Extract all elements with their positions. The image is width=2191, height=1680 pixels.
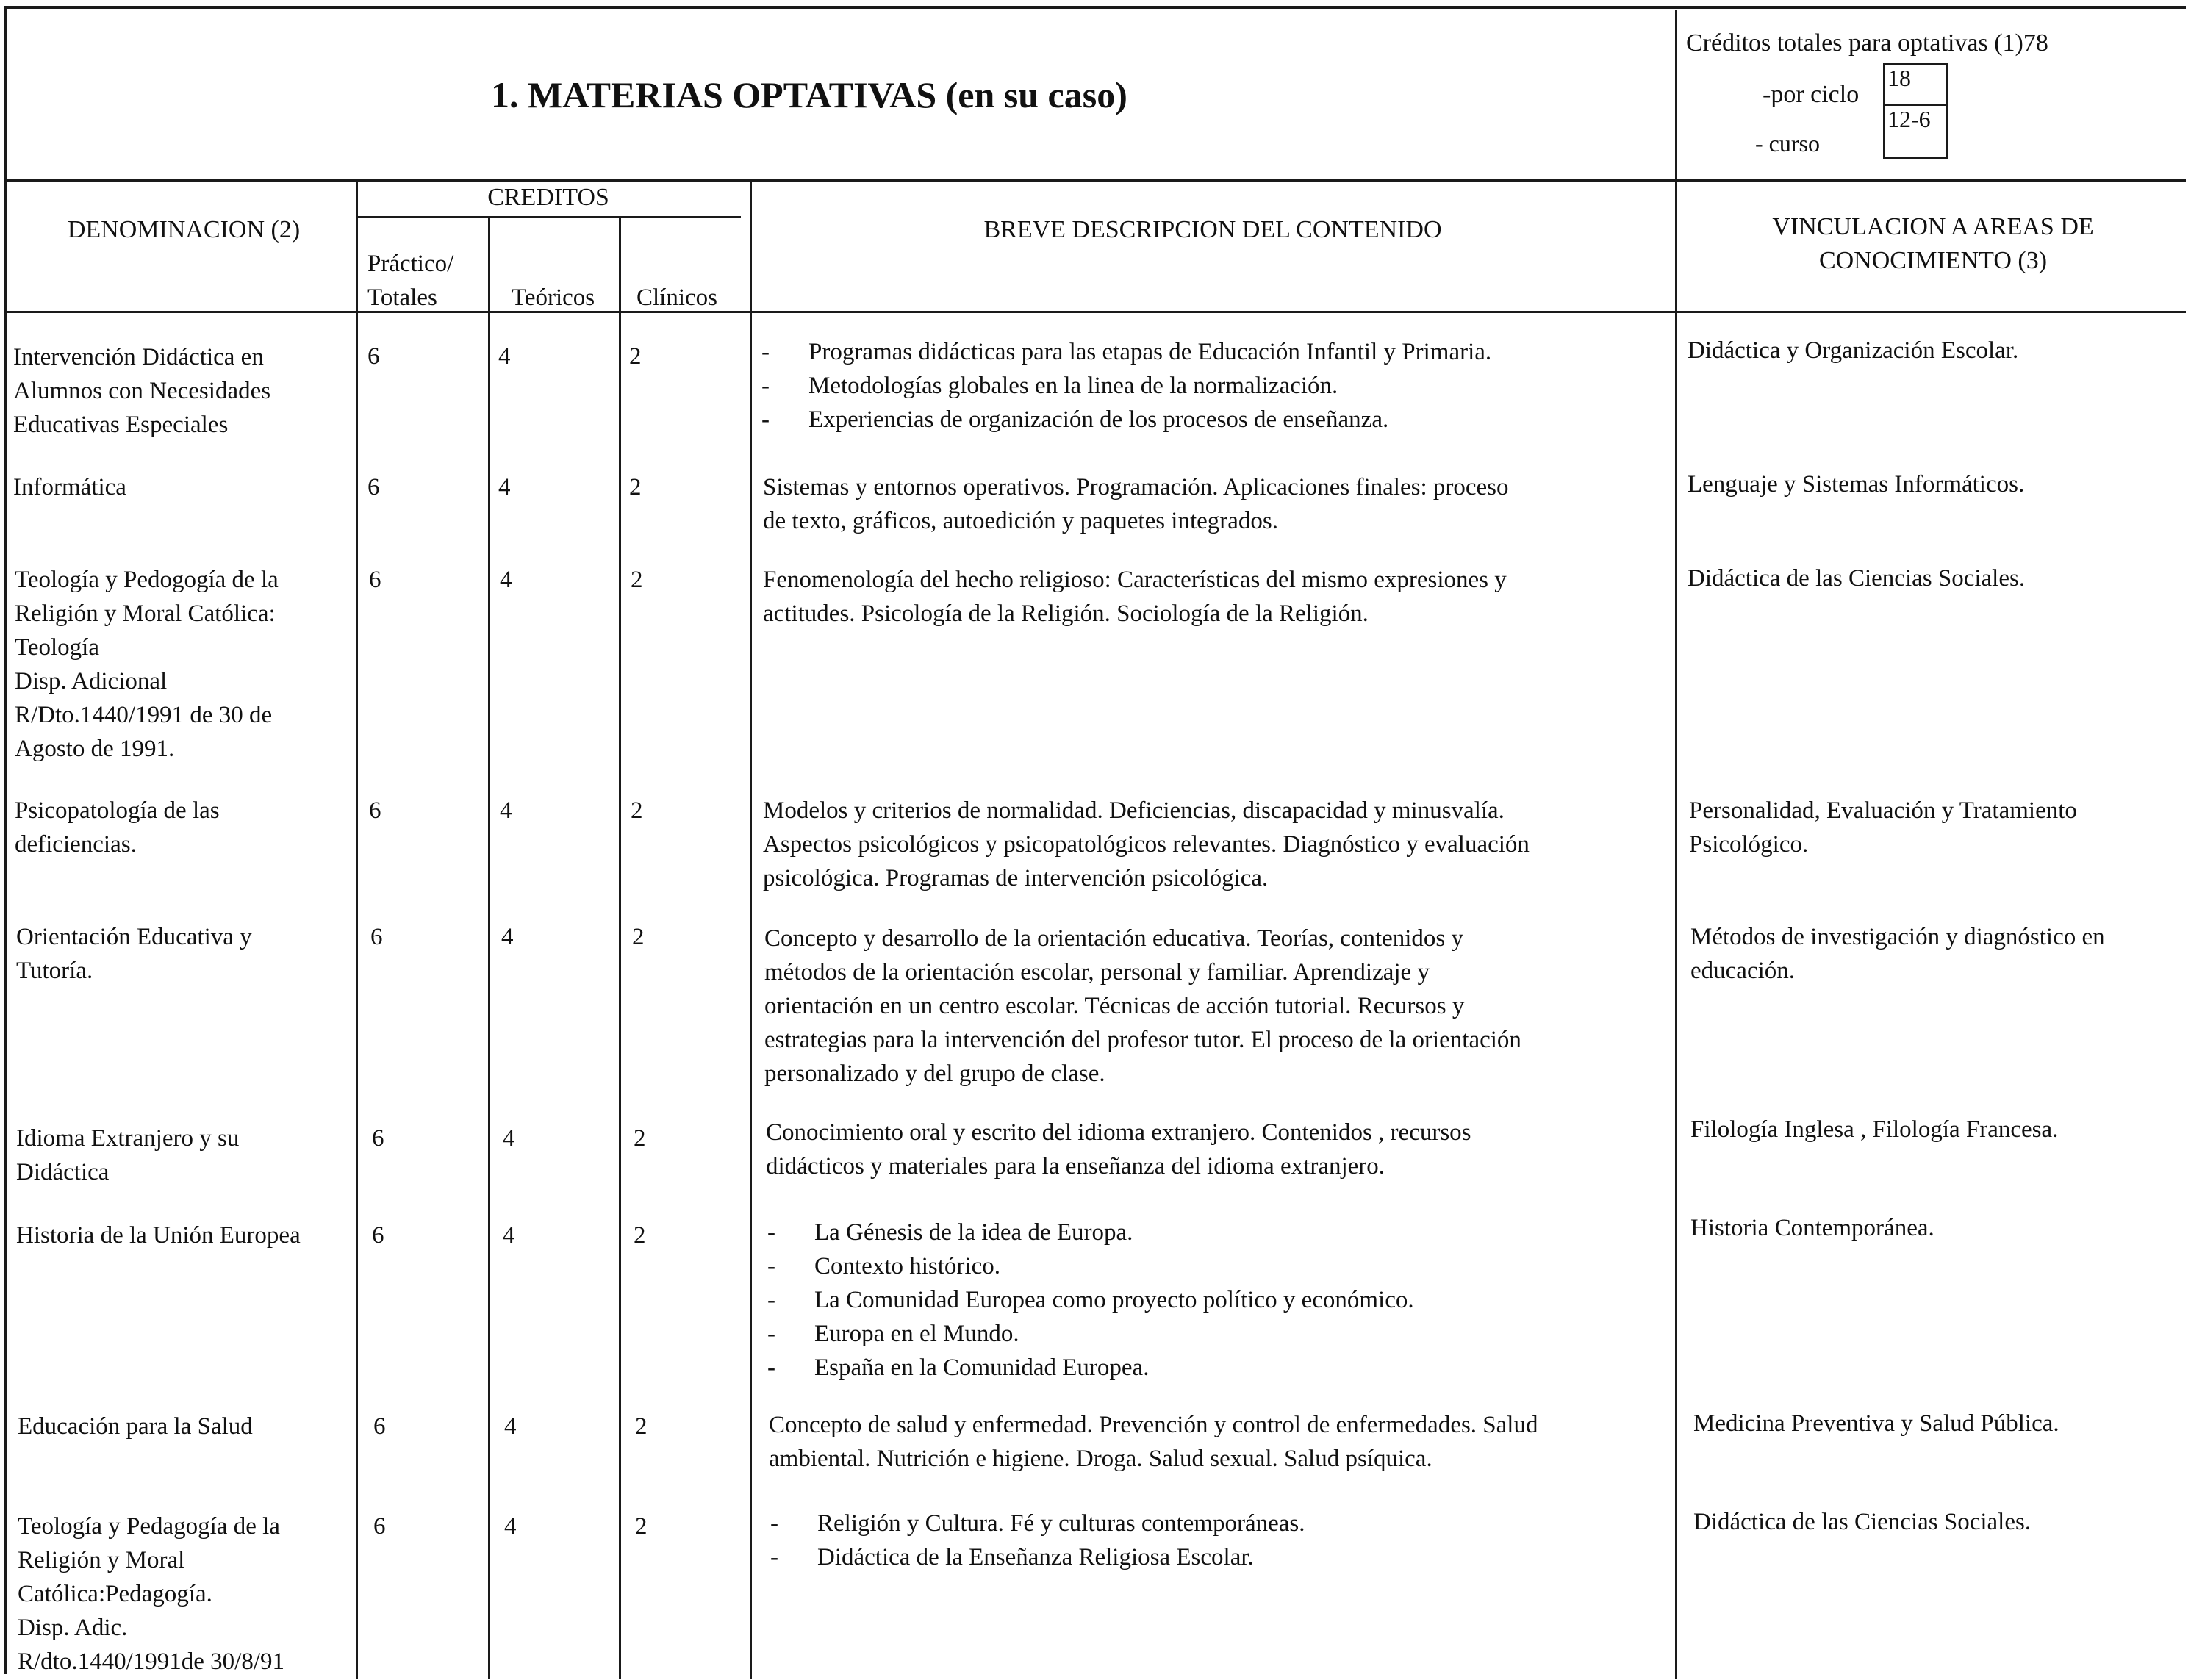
row-6-teoricos: 4 [503, 1125, 515, 1152]
left-border [4, 6, 7, 1674]
row-8-clinicos: 2 [635, 1413, 648, 1440]
curso-label: - curso [1755, 130, 1820, 157]
page-title: 1. MATERIAS OPTATIVAS (en su caso) [491, 74, 1127, 115]
row-9-description: - Religión y Cultura. Fé y culturas contemporáneas. - Didáctica de la Enseñanza Religiosa Escolar. [770, 1507, 1305, 1574]
col-rule-3 [619, 218, 621, 1679]
row-8-teoricos: 4 [504, 1413, 517, 1440]
row-8-area: Medicina Preventiva y Salud Pública. [1693, 1410, 2059, 1437]
row-9-teoricos: 4 [504, 1513, 517, 1540]
row-5-area: Métodos de investigación y diagnóstico en educación. [1690, 924, 2105, 984]
row-6-area: Filología Inglesa , Filología Francesa. [1690, 1116, 2059, 1143]
col-rule-5 [1675, 179, 1677, 1679]
header-separator [4, 179, 2186, 182]
row-7-clinicos: 2 [634, 1222, 646, 1249]
header-creditos: CREDITOS [487, 184, 609, 211]
row-4-area: Personalidad, Evaluación y Tratamiento Psicológico. [1689, 797, 2077, 858]
header-vinculacion: VINCULACION A AREAS DE CONOCIMIENTO (3) [1772, 213, 2094, 274]
row-6-clinicos: 2 [634, 1125, 646, 1152]
header-clinicos: Clínicos [636, 284, 718, 311]
row-1-description: - Programas didácticas para las etapas de Educación Infantil y Primaria. - Metodologías globales en la linea de la normalización. - Experiencias de organización de los procesos de enseñanza. [761, 335, 1491, 437]
row-1-teoricos: 4 [498, 343, 511, 370]
por-ciclo-label: -por ciclo [1763, 81, 1860, 108]
row-4-totales: 6 [369, 797, 381, 824]
row-4-teoricos: 4 [500, 797, 512, 824]
row-6-totales: 6 [372, 1125, 384, 1152]
row-7-name: Historia de la Unión Europea [16, 1222, 301, 1249]
row-8-name: Educación para la Salud [18, 1413, 253, 1440]
row-2-clinicos: 2 [629, 474, 642, 500]
row-1-clinicos: 2 [629, 343, 642, 370]
row-3-totales: 6 [369, 567, 381, 593]
row-6-description: Conocimiento oral y escrito del idioma extranjero. Contenidos , recursos didácticos y materiales para la enseñanza del idioma extranjero. [766, 1119, 1471, 1180]
row-9-area: Didáctica de las Ciencias Sociales. [1693, 1509, 2032, 1535]
col-rule-1 [356, 179, 358, 1679]
col-rule-2 [488, 218, 490, 1679]
curso-value-box: 12-6 [1883, 104, 1948, 159]
row-5-totales: 6 [370, 924, 383, 950]
row-9-name: Teología y Pedagogía de la Religión y Moral Católica:Pedagogía. Disp. Adic. R/dto.1440/1991de 30/8/91 [18, 1513, 284, 1675]
credits-divider [1675, 10, 1677, 181]
row-9-clinicos: 2 [635, 1513, 648, 1540]
row-3-clinicos: 2 [631, 567, 643, 593]
row-2-area: Lenguaje y Sistemas Informáticos. [1688, 471, 2025, 498]
row-3-teoricos: 4 [500, 567, 512, 593]
header-teoricos: Teóricos [512, 284, 595, 311]
row-7-totales: 6 [372, 1222, 384, 1249]
por-ciclo-value-box: 18 [1883, 63, 1948, 106]
total-credits-label: Créditos totales para optativas (1)78 [1686, 29, 2048, 57]
top-border [4, 6, 2186, 9]
header-denominacion: DENOMINACION (2) [67, 216, 301, 243]
row-2-teoricos: 4 [498, 474, 511, 500]
column-header-separator [4, 311, 2186, 313]
row-6-name: Idioma Extranjero y su Didáctica [16, 1125, 240, 1185]
row-5-clinicos: 2 [632, 924, 645, 950]
row-3-description: Fenomenología del hecho religioso: Características del mismo expresiones y actitudes. Psicología de la Religión. Sociología de la Religión. [763, 567, 1507, 627]
row-4-clinicos: 2 [631, 797, 643, 824]
row-5-teoricos: 4 [501, 924, 514, 950]
row-7-teoricos: 4 [503, 1222, 515, 1249]
row-2-name: Informática [13, 474, 126, 500]
row-1-totales: 6 [367, 343, 380, 370]
row-4-name: Psicopatología de las deficiencias. [15, 797, 220, 858]
creditos-underline [356, 216, 741, 218]
row-5-name: Orientación Educativa y Tutoría. [16, 924, 252, 984]
row-1-area: Didáctica y Organización Escolar. [1688, 337, 2019, 364]
row-4-description: Modelos y criterios de normalidad. Deficiencias, discapacidad y minusvalía. Aspectos psicológicos y psicopatológicos relevantes. Diagnóstico y evaluación psicológica. Programas de intervención psicológica. [763, 797, 1530, 891]
row-2-totales: 6 [367, 474, 380, 500]
row-3-area: Didáctica de las Ciencias Sociales. [1688, 565, 2026, 592]
row-9-totales: 6 [373, 1513, 386, 1540]
row-1-name: Intervención Didáctica en Alumnos con Necesidades Educativas Especiales [13, 344, 271, 438]
row-2-description: Sistemas y entornos operativos. Programación. Aplicaciones finales: proceso de texto, gráficos, autoedición y paquetes integrados. [763, 474, 1509, 534]
row-3-name: Teología y Pedogogía de la Religión y Moral Católica: Teología Disp. Adicional R/Dto.1440/1991 de 30 de Agosto de 1991. [15, 567, 279, 762]
row-7-description: - La Génesis de la idea de Europa. - Contexto histórico. - La Comunidad Europea como proyecto político y económico. - Europa en el Mundo. - España en la Comunidad Europea. [767, 1216, 1414, 1385]
row-8-description: Concepto de salud y enfermedad. Prevención y control de enfermedades. Salud ambiental. Nutrición e higiene. Droga. Salud sexual. Salud psíquica. [769, 1412, 1538, 1472]
row-5-description: Concepto y desarrollo de la orientación educativa. Teorías, contenidos y métodos de la orientación escolar, personal y familiar. Aprendizaje y orientación en un centro escolar. Técnicas de acción tutorial. Recursos y estrategias para la intervención del profesor tutor. El proceso de la orientación personalizado y del grupo de clase. [764, 925, 1521, 1087]
row-8-totales: 6 [373, 1413, 386, 1440]
row-7-area: Historia Contemporánea. [1690, 1215, 1934, 1241]
header-descripcion: BREVE DESCRIPCION DEL CONTENIDO [983, 216, 1442, 243]
header-totales: Práctico/ Totales [367, 251, 454, 311]
col-rule-4 [750, 179, 752, 1679]
